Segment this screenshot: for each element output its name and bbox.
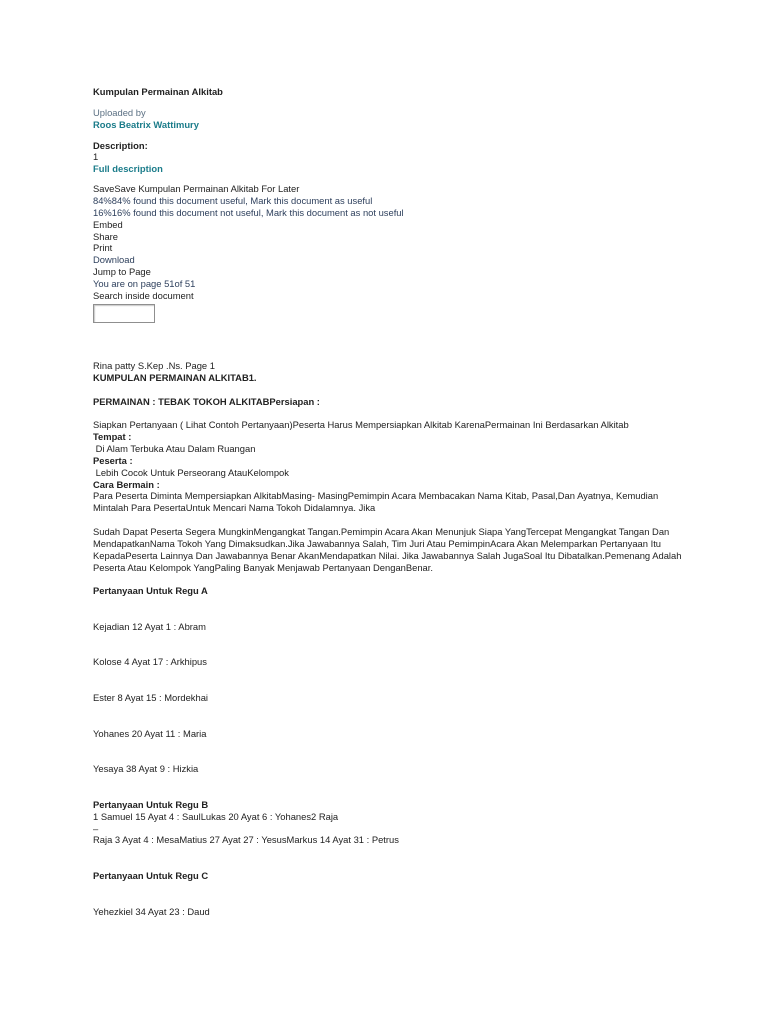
spacer: [93, 704, 753, 728]
spacer: [93, 175, 753, 183]
share-button[interactable]: Share: [93, 230, 119, 242]
search-inside-input[interactable]: [93, 304, 155, 323]
group-a-question: Kejadian 12 Ayat 1 : Abram: [93, 620, 206, 632]
rules-line: KepadaPeserta Lainnya Dan Jawabannya Benar AkanMendapatkan Nilai. Jika Jawabannya Salah JugaSoal Itu Dibatalkan.Pemenang Adalah: [93, 549, 682, 561]
spacer: [93, 633, 753, 657]
spacer: [93, 98, 753, 107]
document-sidebar-info: [93, 86, 753, 323]
document-heading: KUMPULAN PERMAINAN ALKITAB1.: [93, 371, 257, 383]
spacer: [93, 407, 753, 419]
how-to-play-line: Mintalah Para PesertaUntuk Mencari Nama Tokoh Didalamnya. Jika: [93, 502, 376, 514]
participants-label: Peserta :: [93, 454, 133, 466]
group-b-question-line: Raja 3 Ayat 4 : MesaMatius 27 Ayat 27 : YesusMarkus 14 Ayat 31 : Petrus: [93, 834, 399, 846]
spacer: [93, 573, 753, 585]
page-status: You are on page 51of 51: [93, 278, 196, 290]
preparation-text: Siapkan Pertanyaan ( Lihat Contoh Pertanyaan)Peserta Harus Mempersiapkan Alkitab KarenaPermainan Ini Berdasarkan Alkitab: [93, 419, 629, 431]
rules-line: Peserta Atau Kelompok YangPaling Banyak Menjawab Pertanyaan DenganBenar.: [93, 561, 433, 573]
document-title: Kumpulan Permainan Alkitab: [93, 86, 223, 97]
spacer: [93, 131, 753, 140]
group-a-question: Kolose 4 Ayat 17 : Arkhipus: [93, 656, 207, 668]
group-c-heading: Pertanyaan Untuk Regu C: [93, 869, 209, 881]
print-button[interactable]: Print: [93, 242, 113, 254]
search-inside-label: Search inside document: [93, 289, 194, 301]
save-for-later-button[interactable]: SaveSave Kumpulan Permainan Alkitab For Later: [93, 183, 300, 195]
group-b-question-line: 1 Samuel 15 Ayat 4 : SaulLukas 20 Ayat 6 : Yohanes2 Raja: [93, 810, 339, 822]
spacer: [93, 514, 753, 526]
group-a-question: Ester 8 Ayat 15 : Mordekhai: [93, 692, 208, 704]
rules-line: Sudah Dapat Peserta Segera MungkinMengangkat Tangan.Pemimpin Acara Akan Menunjuk Siapa YangTercepat Mengangkat Tangan Dan: [93, 526, 670, 538]
spacer: [93, 775, 753, 799]
spacer: [93, 668, 753, 692]
how-to-play-line: Para Peserta Diminta Mempersiapkan AlkitabMasing- MasingPemimpin Acara Membacakan Nama Kitab, Pasal,Dan Ayatnya, Kemudian: [93, 490, 659, 502]
game-heading: PERMAINAN : TEBAK TOKOH ALKITABPersiapan :: [93, 395, 320, 407]
mark-not-useful-button[interactable]: 16%16% found this document not useful, Mark this document as not useful: [93, 206, 404, 218]
group-b-question-line: –: [93, 822, 99, 834]
uploader-name-link[interactable]: Roos Beatrix Wattimury: [93, 118, 199, 130]
embed-button[interactable]: Embed: [93, 218, 123, 230]
spacer: [93, 846, 753, 870]
uploaded-by-label: Uploaded by: [93, 106, 146, 118]
mark-useful-button[interactable]: 84%84% found this document useful, Mark this document as useful: [93, 195, 373, 207]
document-text: [93, 360, 753, 917]
description-value: 1: [93, 151, 99, 163]
place-text: Di Alam Terbuka Atau Dalam Ruangan: [93, 443, 256, 455]
group-a-question: Yohanes 20 Ayat 11 : Maria: [93, 727, 207, 739]
page-header: Rina patty S.Kep .Ns. Page 1: [93, 360, 215, 371]
group-b-heading: Pertanyaan Untuk Regu B: [93, 798, 209, 810]
how-to-play-label: Cara Bermain :: [93, 478, 160, 490]
description-label: Description:: [93, 139, 148, 151]
jump-to-page-button[interactable]: Jump to Page: [93, 266, 151, 278]
rules-line: MendapatkanNama Tokoh Yang Dimaksudkan.Jika Jawabannya Salah, Tim Juri Atau PemimpinAcara Akan Melemparkan Pertanyaan Itu: [93, 537, 662, 549]
participants-text: Lebih Cocok Untuk Perseorang AtauKelompok: [93, 466, 289, 478]
group-c-question: Yehezkiel 34 Ayat 23 : Daud: [93, 905, 210, 917]
place-label: Tempat :: [93, 431, 132, 443]
download-button[interactable]: Download: [93, 254, 135, 266]
spacer: [93, 882, 753, 906]
spacer: [93, 740, 753, 764]
group-a-question: Yesaya 38 Ayat 9 : Hizkia: [93, 763, 199, 775]
spacer: [93, 384, 753, 396]
group-a-heading: Pertanyaan Untuk Regu A: [93, 585, 208, 597]
spacer: [93, 597, 753, 621]
full-description-link[interactable]: Full description: [93, 163, 163, 175]
